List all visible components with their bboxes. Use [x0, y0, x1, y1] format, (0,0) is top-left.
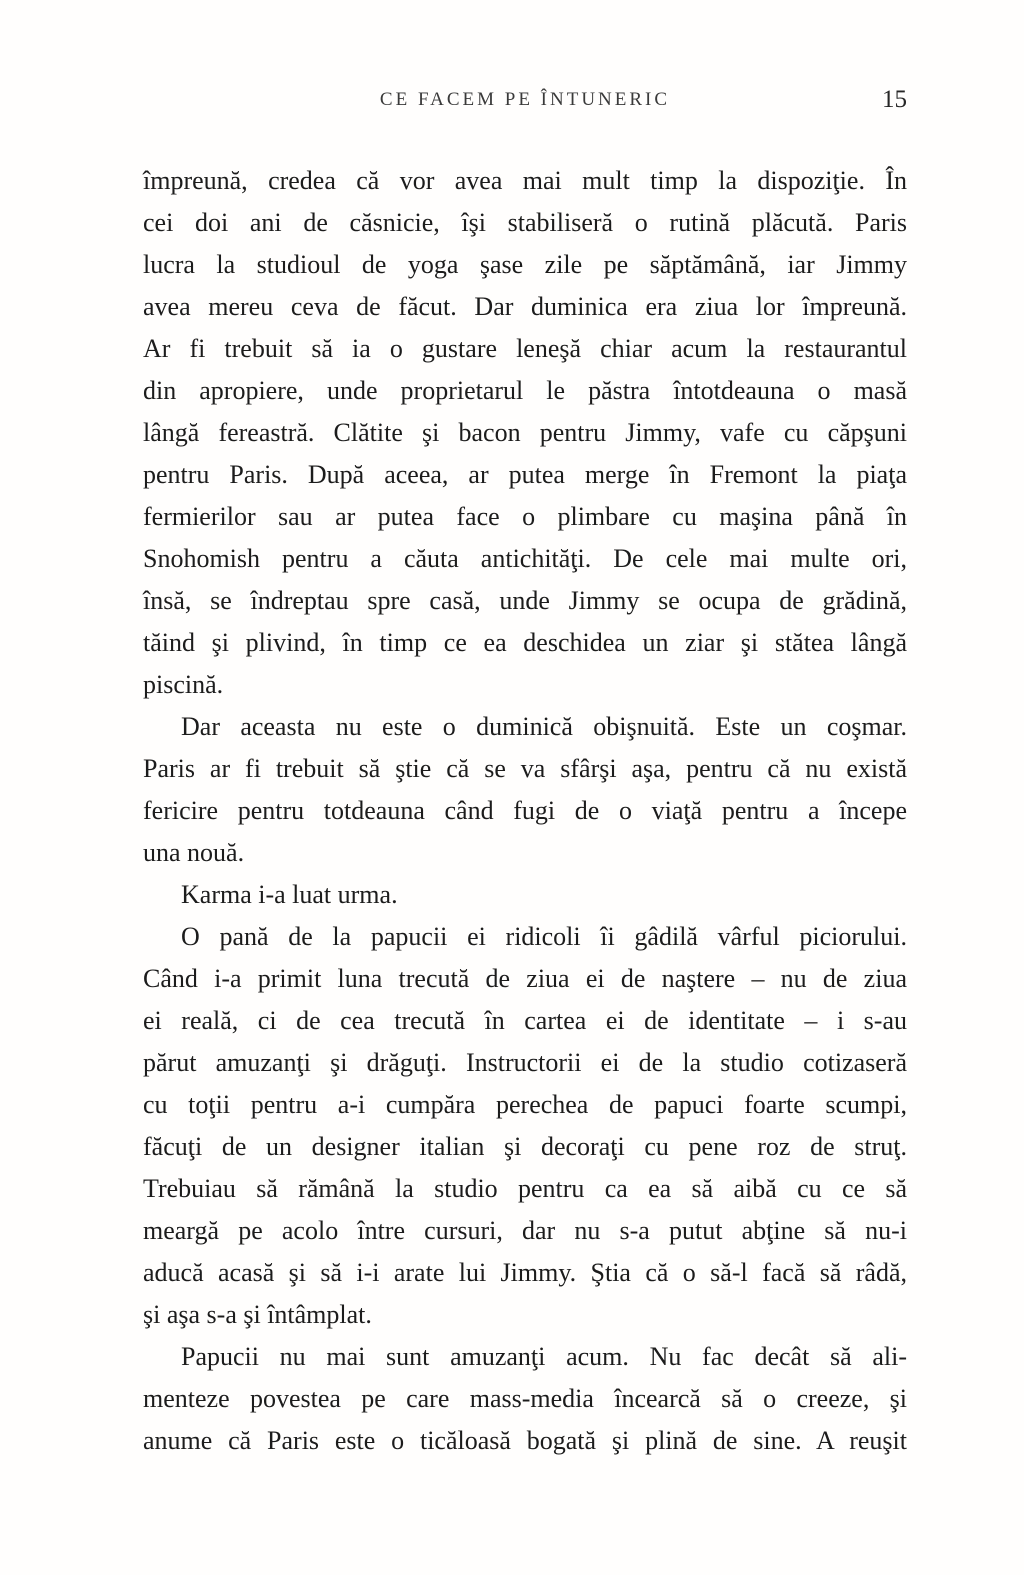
text-line: împreună, credea că vor avea mai mult timp la dispoziţie. În	[143, 166, 907, 195]
text-line: O pană de la papucii ei ridicoli îi gâdilă vârful piciorului.	[181, 922, 907, 951]
paragraph	[143, 160, 907, 706]
text-line: una nouă.	[143, 838, 245, 867]
text-line: făcuţi de un designer italian şi decoraţi cu pene roz de struţ.	[143, 1132, 907, 1161]
text-line: lucra la studioul de yoga şase zile pe săptămână, iar Jimmy	[143, 250, 907, 279]
text-line: anume că Paris este o ticăloasă bogată şi plină de sine. A reuşit	[143, 1426, 907, 1455]
text-line: Trebuiau să rămână la studio pentru ca ea să aibă cu ce să	[143, 1174, 907, 1203]
text-line: din apropiere, unde proprietarul le păstra întotdeauna o masă	[143, 376, 907, 405]
text-line: şi aşa s-a şi întâmplat.	[143, 1300, 372, 1329]
text-line: Snohomish pentru a căuta antichităţi. De cele mai multe ori,	[143, 544, 907, 573]
text-line: Dar aceasta nu este o duminică obişnuită. Este un coşmar.	[181, 712, 907, 741]
text-line: menteze povestea pe care mass-media încearcă să o creeze, şi	[143, 1384, 907, 1413]
paragraph	[143, 916, 907, 1336]
page-header	[143, 86, 907, 114]
text-line: meargă pe acolo între cursuri, dar nu s-a putut abţine să nu-i	[143, 1216, 907, 1245]
paragraph	[143, 1336, 907, 1462]
text-line: pentru Paris. După aceea, ar putea merge în Fremont la piaţa	[143, 460, 907, 489]
text-line: însă, se îndreptau spre casă, unde Jimmy se ocupa de grădină,	[143, 586, 907, 615]
text-line: ei reală, ci de cea trecută în cartea ei de identitate – i s-au	[143, 1006, 907, 1035]
body-text	[143, 160, 907, 1462]
text-line: părut amuzanţi şi drăguţi. Instructorii ei de la studio cotizaseră	[143, 1048, 907, 1077]
text-line: Paris ar fi trebuit să ştie că se va sfârşi aşa, pentru că nu există	[143, 754, 907, 783]
text-line: cei doi ani de căsnicie, îşi stabiliseră o rutină plăcută. Paris	[143, 208, 907, 237]
text-line: lângă fereastră. Clătite şi bacon pentru Jimmy, vafe cu căpşuni	[143, 418, 907, 447]
paragraph	[143, 706, 907, 874]
text-line: piscină.	[143, 670, 224, 699]
text-line: tăind şi plivind, în timp ce ea deschidea un ziar şi stătea lângă	[143, 628, 907, 657]
text-line: aducă acasă şi să i-i arate lui Jimmy. Ştia că o să-l facă să râdă,	[143, 1258, 907, 1287]
text-line: Ar fi trebuit să ia o gustare leneşă chiar acum la restaurantul	[143, 334, 907, 363]
text-line: fermierilor sau ar putea face o plimbare cu maşina până în	[143, 502, 907, 531]
text-line: fericire pentru totdeauna când fugi de o viaţă pentru a începe	[143, 796, 907, 825]
running-title: CE FACEM PE ÎNTUNERIC	[379, 89, 671, 110]
text-line: Când i-a primit luna trecută de ziua ei de naştere – nu de ziua	[143, 964, 907, 993]
page-number: 15	[882, 86, 907, 113]
text-line: Karma i-a luat urma.	[181, 880, 398, 909]
paragraph	[143, 874, 907, 916]
text-line: cu toţii pentru a-i cumpăra perechea de papuci foarte scumpi,	[143, 1090, 907, 1119]
text-line: Papucii nu mai sunt amuzanţi acum. Nu fac decât să ali-	[181, 1342, 907, 1371]
text-line: avea mereu ceva de făcut. Dar duminica era ziua lor împreună.	[143, 292, 907, 321]
